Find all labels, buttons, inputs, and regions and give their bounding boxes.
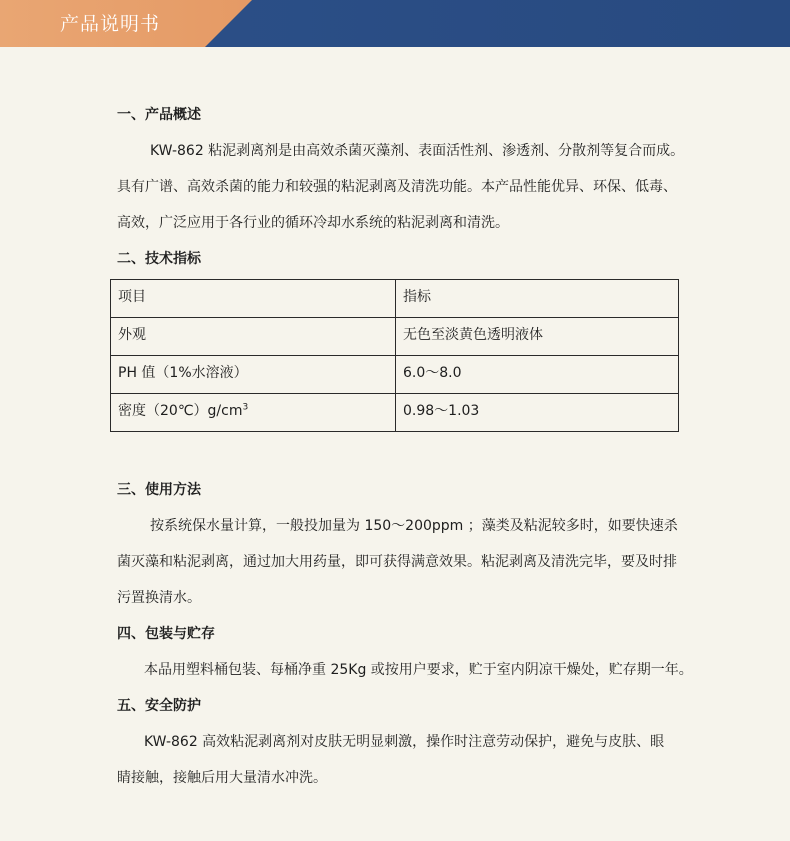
usage-line-2: 菌灭藻和粘泥剥离，通过加大用药量，即可获得满意效果。粘泥剥离及清洗完毕，要及时排 [117, 554, 677, 570]
usage-line-1: 按系统保水量计算，一般投加量为 150～200ppm ；藻类及粘泥较多时，如要快速杀 [150, 518, 678, 534]
page-title: 产品说明书 [60, 13, 161, 35]
overview-line-2: 具有广谱、高效杀菌的能力和较强的粘泥剥离及清洗功能。本产品性能优异、环保、低毒、 [117, 179, 677, 195]
table-cell: 0.98～1.03 [396, 394, 679, 432]
section-heading-overview: 一、产品概述 [117, 107, 201, 123]
usage-line-3: 污置换清水。 [117, 590, 201, 606]
section-heading-packaging: 四、包装与贮存 [117, 626, 215, 642]
table-row [111, 394, 679, 432]
density-superscript: 3 [242, 402, 249, 413]
table-cell: 无色至淡黄色透明液体 [396, 318, 679, 356]
safety-line-2: 睛接触，接触后用大量清水冲洗。 [117, 770, 327, 786]
overview-line-3: 高效，广泛应用于各行业的循环冷却水系统的粘泥剥离和清洗。 [117, 215, 509, 231]
section-heading-safety: 五、安全防护 [117, 698, 201, 714]
table-header-item: 项目 [111, 280, 396, 318]
header-banner [0, 0, 790, 47]
section-heading-specs: 二、技术指标 [117, 251, 201, 267]
density-label: 密度（20℃）g/cm [118, 403, 243, 419]
table-cell: PH 值（1%水溶液） [111, 356, 396, 394]
section-heading-usage: 三、使用方法 [117, 482, 201, 498]
overview-line-1: KW-862 粘泥剥离剂是由高效杀菌灭藻剂、表面活性剂、渗透剂、分散剂等复合而成。 [150, 143, 685, 159]
safety-line-1: KW-862 高效粘泥剥离剂对皮肤无明显刺激，操作时注意劳动保护，避免与皮肤、眼 [144, 734, 665, 750]
table-cell: 外观 [111, 318, 396, 356]
table-cell: 6.0～8.0 [396, 356, 679, 394]
table-header-row [111, 280, 679, 318]
packaging-line-1: 本品用塑料桶包装、每桶净重 25Kg 或按用户要求，贮于室内阴凉干燥处，贮存期一年。 [144, 662, 693, 678]
table-cell [111, 394, 396, 432]
table-row [111, 318, 679, 356]
table-header-spec: 指标 [396, 280, 679, 318]
spec-table [110, 279, 679, 432]
table-row [111, 356, 679, 394]
